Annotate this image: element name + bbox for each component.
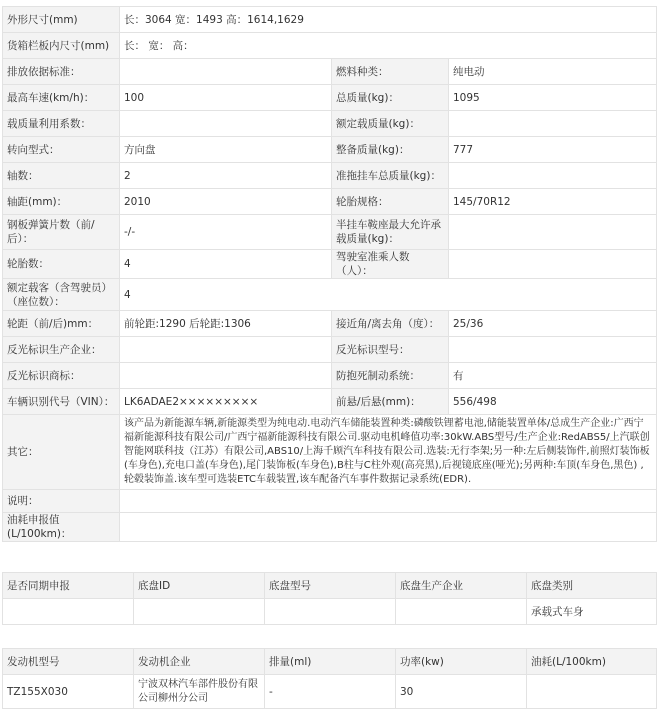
table-row xyxy=(3,311,657,337)
spec-label: 钢板弹簧片数（前/后）： xyxy=(3,215,120,250)
spec-label: 额定载质量(kg)： xyxy=(332,111,449,137)
spec-label: 货箱栏板内尺寸(mm) xyxy=(3,33,120,59)
spec-label: 燃料种类： xyxy=(332,59,449,85)
spec-value: LK6ADAE2××××××××× xyxy=(120,389,332,415)
table-row xyxy=(3,59,657,85)
engine-cell: 宁波双林汽车部件股份有限公司柳州分公司 xyxy=(134,675,265,709)
engine-header-cell: 排量(ml) xyxy=(265,649,396,675)
chassis-header-row xyxy=(3,573,657,599)
table-row xyxy=(3,7,657,33)
spec-label: 说明： xyxy=(3,490,120,513)
engine-cell: 30 xyxy=(396,675,527,709)
spec-value: 前轮距:1290 后轮距:1306 xyxy=(120,311,332,337)
table-row xyxy=(3,189,657,215)
spec-value: 100 xyxy=(120,85,332,111)
chassis-table xyxy=(2,572,657,625)
spec-label: 轴距(mm)： xyxy=(3,189,120,215)
spec-label: 半挂车鞍座最大允许承载质量(kg)： xyxy=(332,215,449,250)
spec-value: 长：3064 宽：1493 高：1614,1629 xyxy=(120,7,657,33)
engine-header-cell: 功率(kw) xyxy=(396,649,527,675)
spec-value: 纯电动 xyxy=(449,59,657,85)
engine-header-cell: 油耗(L/100km) xyxy=(527,649,657,675)
spec-value: 有 xyxy=(449,363,657,389)
chassis-cell xyxy=(396,599,527,625)
table-row xyxy=(3,33,657,59)
spec-value: 145/70R12 xyxy=(449,189,657,215)
engine-header-cell: 发动机企业 xyxy=(134,649,265,675)
engine-cell: TZ155X030 xyxy=(3,675,134,709)
chassis-header-cell: 是否同期申报 xyxy=(3,573,134,599)
spec-value xyxy=(120,59,332,85)
spec-value: 方向盘 xyxy=(120,137,332,163)
spec-value: 25/36 xyxy=(449,311,657,337)
table-row xyxy=(3,513,657,542)
spec-value: 556/498 xyxy=(449,389,657,415)
spec-value xyxy=(120,513,657,542)
table-row xyxy=(3,337,657,363)
spec-value: 1095 xyxy=(449,85,657,111)
spec-value: 4 xyxy=(120,279,657,311)
chassis-cell: 承载式车身 xyxy=(527,599,657,625)
chassis-cell xyxy=(265,599,396,625)
table-row xyxy=(3,599,657,625)
chassis-cell xyxy=(3,599,134,625)
spec-label: 转向型式： xyxy=(3,137,120,163)
engine-header-cell: 发动机型号 xyxy=(3,649,134,675)
spec-value: 4 xyxy=(120,250,332,279)
spec-value xyxy=(449,215,657,250)
spec-value xyxy=(120,490,657,513)
table-row xyxy=(3,137,657,163)
table-row xyxy=(3,163,657,189)
spec-label: 轴数： xyxy=(3,163,120,189)
engine-header-row xyxy=(3,649,657,675)
spec-label: 额定载客（含驾驶员）（座位数）： xyxy=(3,279,120,311)
main-spec-table xyxy=(2,6,657,542)
chassis-header-cell: 底盘ID xyxy=(134,573,265,599)
table-row xyxy=(3,363,657,389)
spec-label: 驾驶室准乘人数（人）： xyxy=(332,250,449,279)
spec-label: 油耗申报值(L/100km)： xyxy=(3,513,120,542)
spec-label: 车辆识别代号（VIN）： xyxy=(3,389,120,415)
spec-label: 载质量利用系数： xyxy=(3,111,120,137)
spec-value xyxy=(449,163,657,189)
table-row xyxy=(3,250,657,279)
table-row xyxy=(3,279,657,311)
chassis-header-cell: 底盘生产企业 xyxy=(396,573,527,599)
table-row xyxy=(3,415,657,490)
spec-label: 前悬/后悬(mm)： xyxy=(332,389,449,415)
spec-label: 接近角/离去角（度）： xyxy=(332,311,449,337)
chassis-cell xyxy=(134,599,265,625)
spec-value: 2010 xyxy=(120,189,332,215)
table-row xyxy=(3,85,657,111)
engine-cell: - xyxy=(265,675,396,709)
table-row xyxy=(3,490,657,513)
spec-label: 轮距（前/后)mm： xyxy=(3,311,120,337)
spec-value xyxy=(449,250,657,279)
spec-value: -/- xyxy=(120,215,332,250)
spec-value xyxy=(120,363,332,389)
spec-label: 准拖挂车总质量(kg)： xyxy=(332,163,449,189)
spec-label: 轮胎数： xyxy=(3,250,120,279)
table-row xyxy=(3,389,657,415)
spec-label: 反光标识生产企业： xyxy=(3,337,120,363)
spec-label: 最高车速(km/h)： xyxy=(3,85,120,111)
spec-label: 总质量(kg)： xyxy=(332,85,449,111)
spec-value xyxy=(120,337,332,363)
spec-label: 外形尺寸(mm) xyxy=(3,7,120,33)
spec-value: 2 xyxy=(120,163,332,189)
engine-cell xyxy=(527,675,657,709)
spec-label: 反光标识型号： xyxy=(332,337,449,363)
table-row xyxy=(3,111,657,137)
spec-value xyxy=(449,337,657,363)
spec-label: 防抱死制动系统： xyxy=(332,363,449,389)
spec-value xyxy=(120,111,332,137)
engine-table xyxy=(2,648,657,709)
spec-label: 其它： xyxy=(3,415,120,490)
spec-value: 777 xyxy=(449,137,657,163)
chassis-header-cell: 底盘型号 xyxy=(265,573,396,599)
spec-value: 长： 宽： 高： xyxy=(120,33,657,59)
spec-label: 排放依据标准： xyxy=(3,59,120,85)
spec-value xyxy=(449,111,657,137)
chassis-header-cell: 底盘类别 xyxy=(527,573,657,599)
spec-label: 轮胎规格： xyxy=(332,189,449,215)
spec-label: 整备质量(kg)： xyxy=(332,137,449,163)
table-row xyxy=(3,675,657,709)
spec-value: 该产品为新能源车辆,新能源类型为纯电动.电动汽车储能装置种类:磷酸铁锂蓄电池,储能装置单体/总成生产企业:广西宁福新能源科技有限公司/广西宁福新能源科技有限公司.驱动电机峰值功率:30kW.ABS型号/生产企业:RedABS5/上汽联创智能网联科技（江苏）有限公司,ABS10/上海千顾汽车科技有限公司.选装:无行李架;另一种:左后侧装饰件,前照灯装饰板(车身色),充电口盖(车身色),尾门装饰板(车身色),B柱与C柱外观(高亮黑),后视镜底座(哑光);另两种:车顶(车身色,黑色) ,轮毂装饰盖.该车型可选装ETC车载装置,该车配备汽车事件数据记录系统(EDR). xyxy=(120,415,657,490)
spec-label: 反光标识商标： xyxy=(3,363,120,389)
table-row xyxy=(3,215,657,250)
